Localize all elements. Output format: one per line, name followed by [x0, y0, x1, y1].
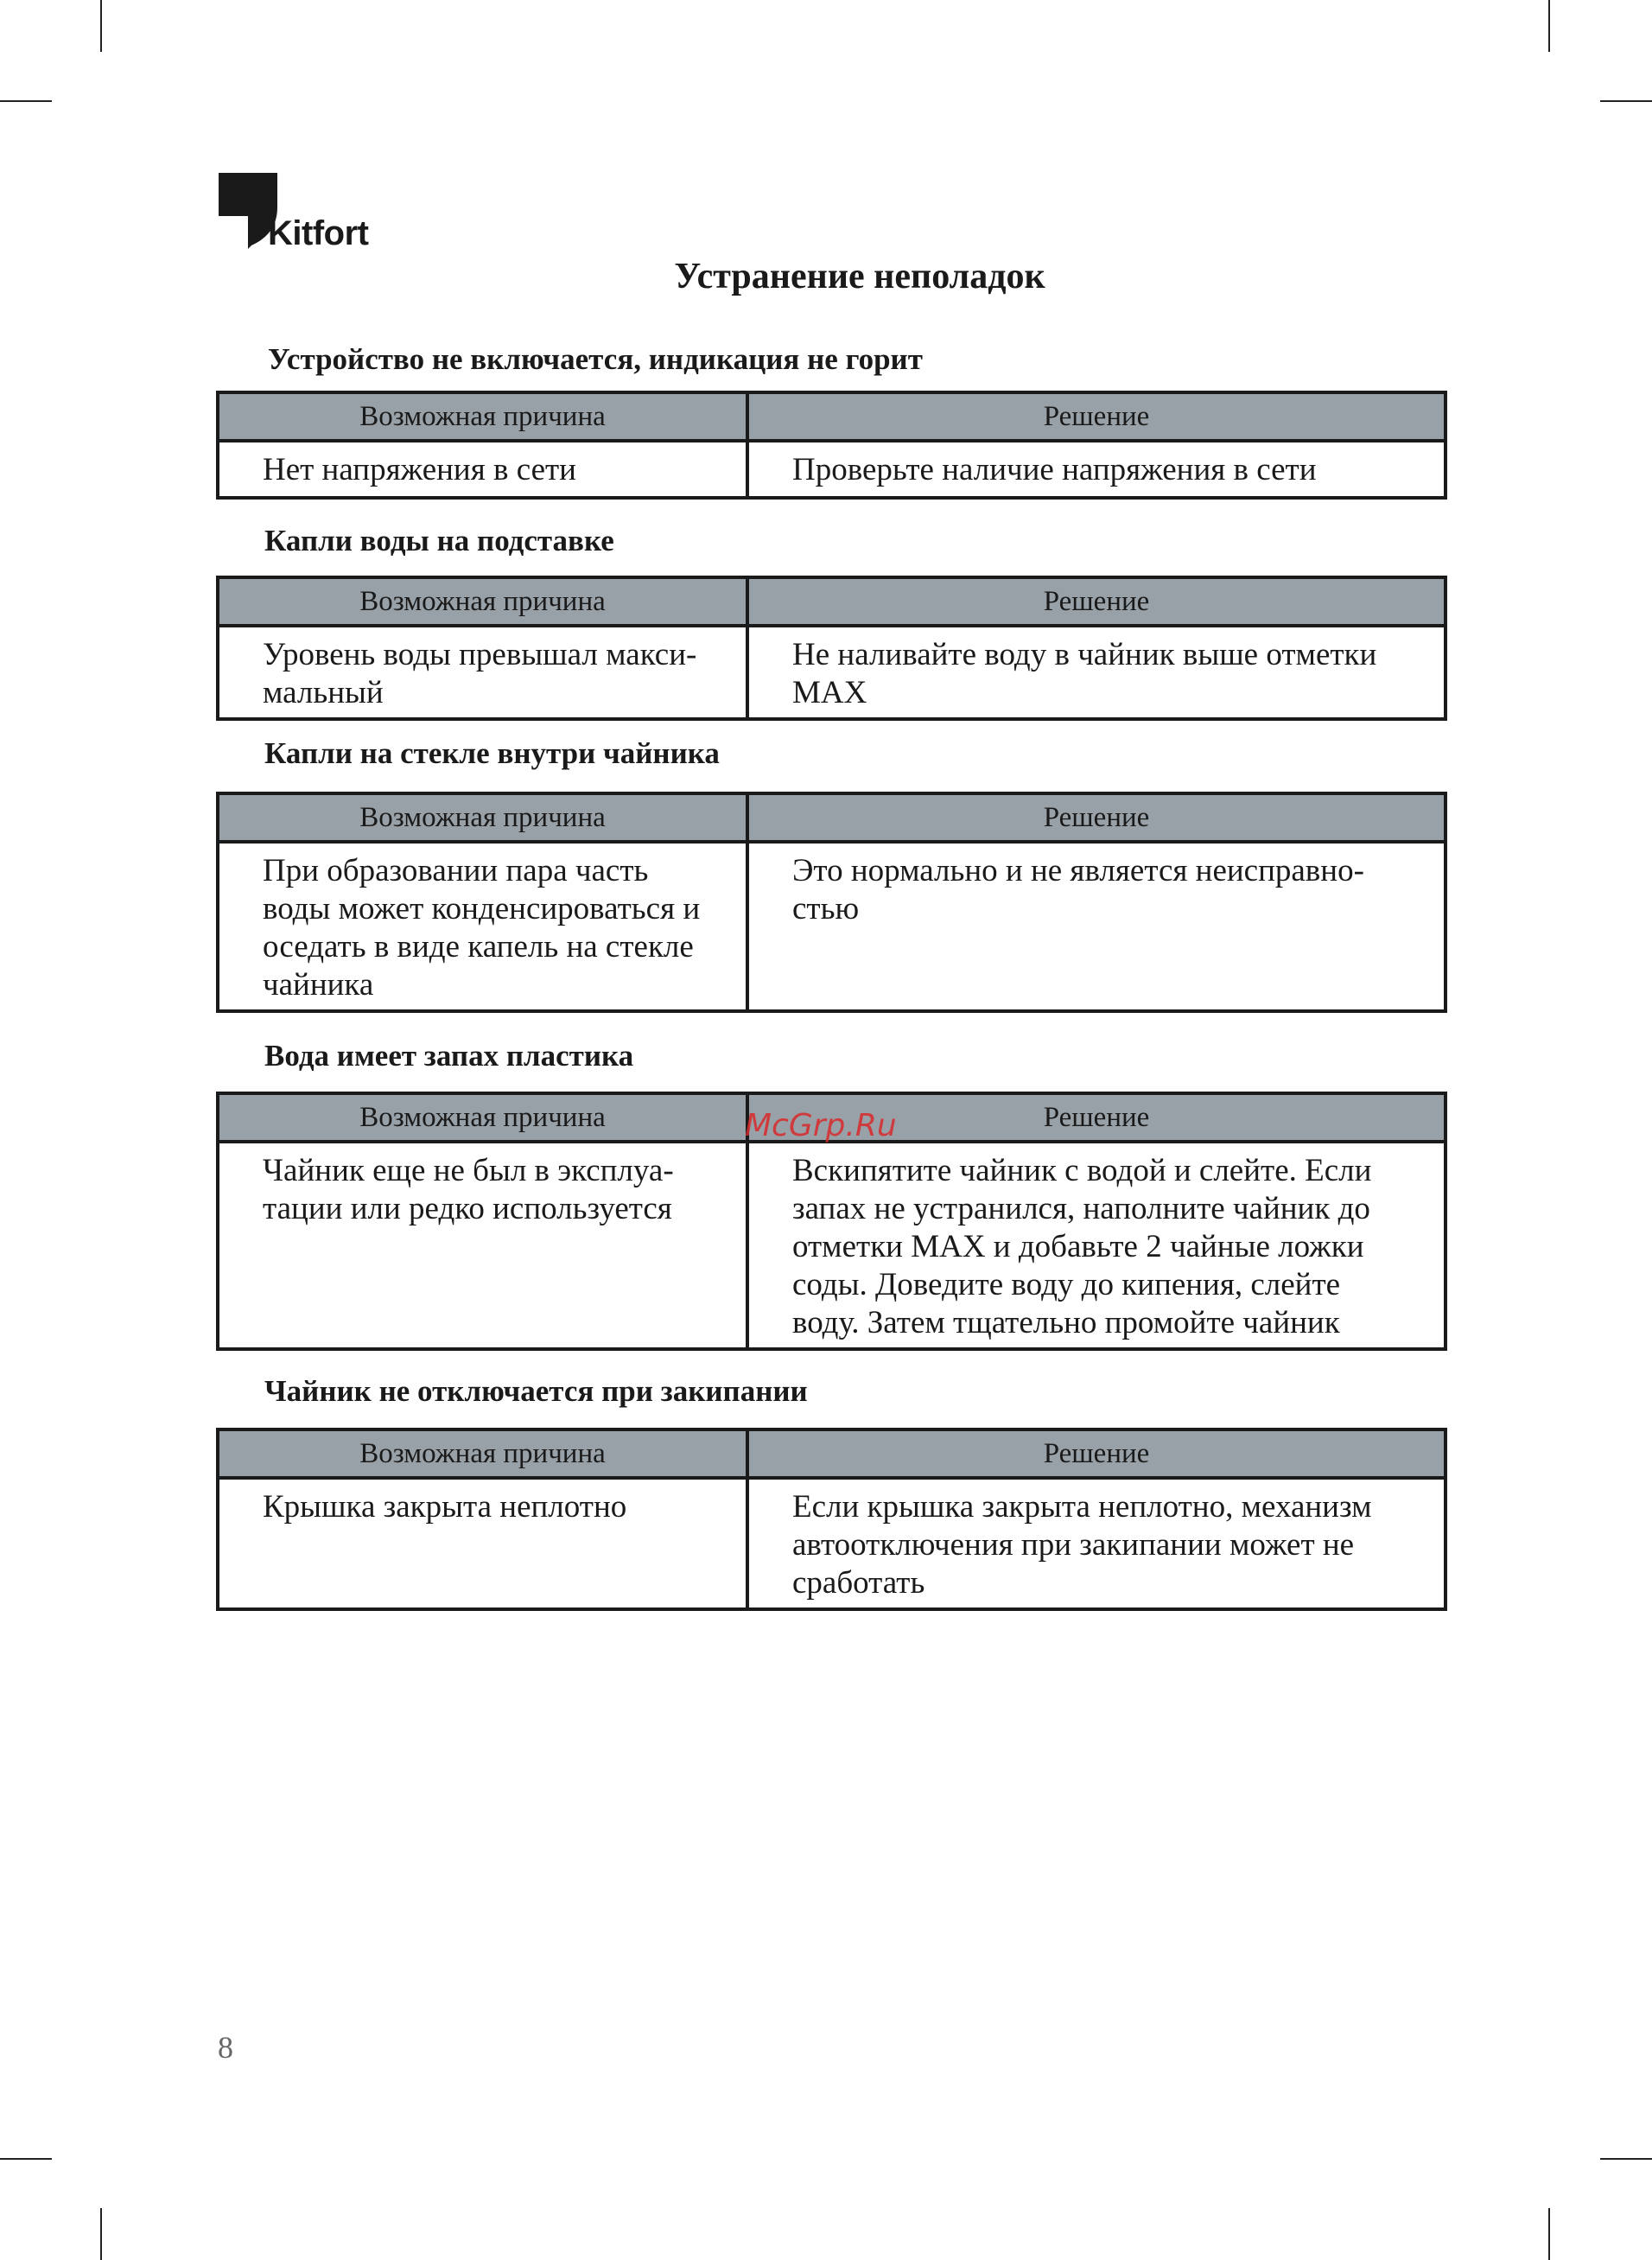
table-header-row: [218, 793, 1446, 842]
solution-cell: Если крышка закрыта неплотно, механизм автоотключения при закипании может не сработать: [747, 1478, 1446, 1609]
crop-mark: [1600, 2158, 1652, 2160]
solution-cell: Это нормально и не является неисправно- стью: [747, 842, 1446, 1011]
table-header-row: [218, 1429, 1446, 1478]
table-row: [218, 1142, 1446, 1349]
cause-cell: Уровень воды превышал макси- мальный: [218, 626, 747, 719]
section-heading: Устройство не включается, индикация не горит: [268, 342, 923, 376]
column-header-solution: Решение: [747, 577, 1446, 626]
crop-mark: [0, 2158, 52, 2160]
crop-mark: [1600, 100, 1652, 102]
column-header-solution: Решение: [747, 793, 1446, 842]
section-heading: Вода имеет запах пластика: [264, 1039, 634, 1073]
page-title: Устранение неполадок: [674, 257, 1045, 296]
troubleshooting-table: [216, 1428, 1447, 1611]
crop-mark: [0, 100, 52, 102]
section-heading: Капли воды на подставке: [264, 524, 614, 557]
section-heading: Капли на стекле внутри чайника: [264, 736, 720, 770]
troubleshooting-table: [216, 391, 1447, 500]
column-header-cause: Возможная причина: [218, 1429, 747, 1478]
section-heading: Чайник не отключается при закипании: [264, 1374, 808, 1408]
cause-cell: Крышка закрыта неплотно: [218, 1478, 747, 1609]
table-row: [218, 626, 1446, 719]
crop-mark: [100, 0, 102, 52]
column-header-solution: Решение: [747, 392, 1446, 441]
troubleshooting-table: [216, 792, 1447, 1013]
table-header-row: [218, 392, 1446, 441]
cause-cell: При образовании пара часть воды может конденсироваться и оседать в виде капель на стекле чайника: [218, 842, 747, 1011]
table-row: [218, 842, 1446, 1011]
cause-cell: Нет напряжения в сети: [218, 441, 747, 498]
column-header-solution: Решение: [747, 1093, 1446, 1142]
column-header-solution: Решение: [747, 1429, 1446, 1478]
brand-name: Kitfort: [268, 214, 369, 252]
column-header-cause: Возможная причина: [218, 577, 747, 626]
solution-cell: Проверьте наличие напряжения в сети: [747, 441, 1446, 498]
crop-mark: [1548, 2208, 1550, 2260]
solution-cell: Не наливайте воду в чайник выше отметки MAX: [747, 626, 1446, 719]
table-row: [218, 441, 1446, 498]
column-header-cause: Возможная причина: [218, 392, 747, 441]
column-header-cause: Возможная причина: [218, 1093, 747, 1142]
column-header-cause: Возможная причина: [218, 793, 747, 842]
crop-mark: [100, 2208, 102, 2260]
table-row: [218, 1478, 1446, 1609]
watermark: McGrp.Ru: [745, 1108, 897, 1143]
solution-cell: Вскипятите чайник с водой и слейте. Если запах не устранился, наполните чайник до отметки MAX и добавьте 2 чайные ложки соды. Доведите воду до кипения, слейте воду. Затем тщательно промойте чайник: [747, 1142, 1446, 1349]
crop-mark: [1548, 0, 1550, 52]
page-number: 8: [218, 2030, 233, 2065]
cause-cell: Чайник еще не был в эксплуа- тации или редко используется: [218, 1142, 747, 1349]
table-header-row: [218, 577, 1446, 626]
troubleshooting-table: [216, 576, 1447, 721]
